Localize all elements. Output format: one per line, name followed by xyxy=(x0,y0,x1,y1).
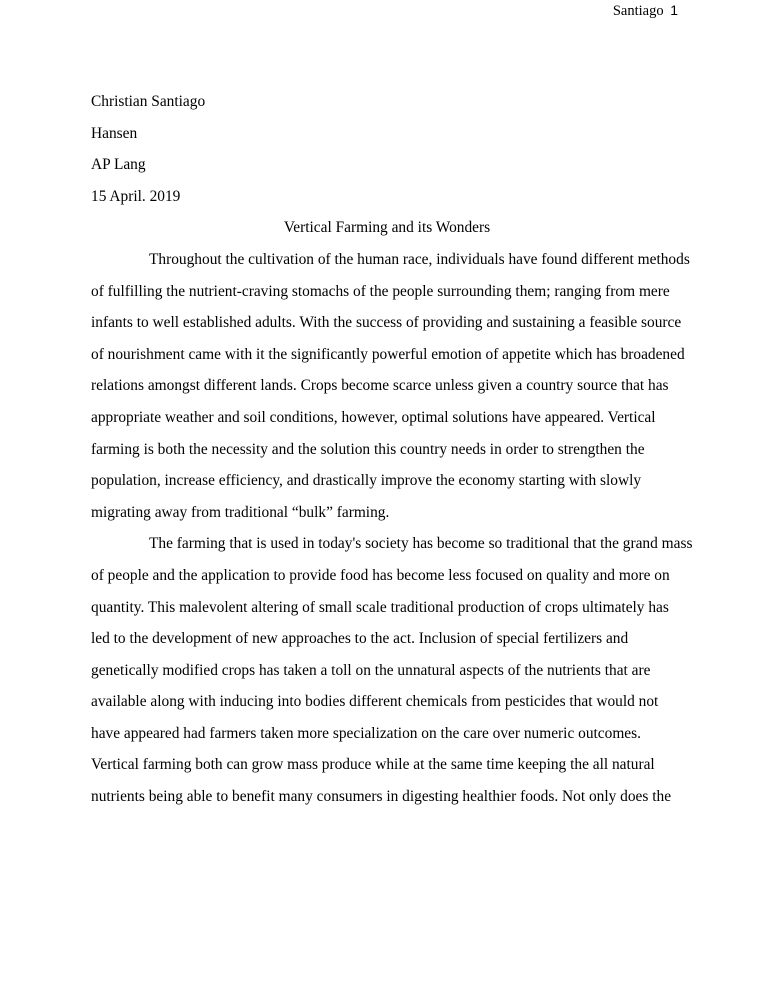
paragraph-line: infants to well established adults. With the success of providing and sustaining a feasible source xyxy=(91,314,682,332)
paragraph-line: have appeared had farmers taken more specialization on the care over numeric outcomes. xyxy=(91,724,641,742)
paragraph-2 xyxy=(91,528,693,812)
paragraph-line: population, increase efficiency, and drastically improve the economy starting with slowly xyxy=(91,472,642,490)
paragraph-line: relations amongst different lands. Crops become scarce unless given a country source that has xyxy=(91,377,669,395)
author-name: Christian Santiago xyxy=(91,93,206,110)
paragraph-line: farming is both the necessity and the solution this country needs in order to strengthen the xyxy=(91,440,645,458)
paragraph-line: The farming that is used in today's society has become so traditional that the grand mass xyxy=(149,535,693,553)
paragraph-line: of people and the application to provide food has become less focused on quality and more on xyxy=(91,566,670,584)
paragraph-line: Throughout the cultivation of the human race, individuals have found different methods xyxy=(149,250,690,268)
course-name: AP Lang xyxy=(91,156,146,174)
paragraph-line: led to the development of new approaches to the act. Inclusion of special fertilizers and xyxy=(91,630,629,648)
paragraph-line: Vertical farming both can grow mass produce while at the same time keeping the all natural xyxy=(91,756,655,774)
header-surname: Santiago xyxy=(612,3,664,19)
paragraph-line: appropriate weather and soil conditions, however, optimal solutions have appeared. Vertical xyxy=(91,408,656,426)
paragraph-1 xyxy=(91,244,690,528)
instructor-name: Hansen xyxy=(91,124,138,142)
page-number: 1 xyxy=(670,2,678,18)
document-date: 15 April. 2019 xyxy=(91,187,181,205)
essay-title: Vertical Farming and its Wonders xyxy=(283,219,491,237)
paragraph-line: genetically modified crops has taken a toll on the unnatural aspects of the nutrients that are xyxy=(91,661,651,679)
paragraph-line: migrating away from traditional “bulk” farming. xyxy=(91,503,390,521)
document-body xyxy=(91,86,693,813)
paragraph-line: quantity. This malevolent altering of small scale traditional production of crops ultimately has xyxy=(91,598,669,616)
paragraph-line: of fulfilling the nutrient-craving stomachs of the people surrounding them; ranging from mere xyxy=(91,282,670,300)
paragraph-line: of nourishment came with it the significantly powerful emotion of appetite which has broadened xyxy=(91,345,685,363)
running-header xyxy=(613,0,678,20)
paragraph-line: available along with inducing into bodies different chemicals from pesticides that would not xyxy=(91,693,659,711)
paragraph-line: nutrients being able to benefit many consumers in digesting healthier foods. Not only does the xyxy=(91,788,672,806)
